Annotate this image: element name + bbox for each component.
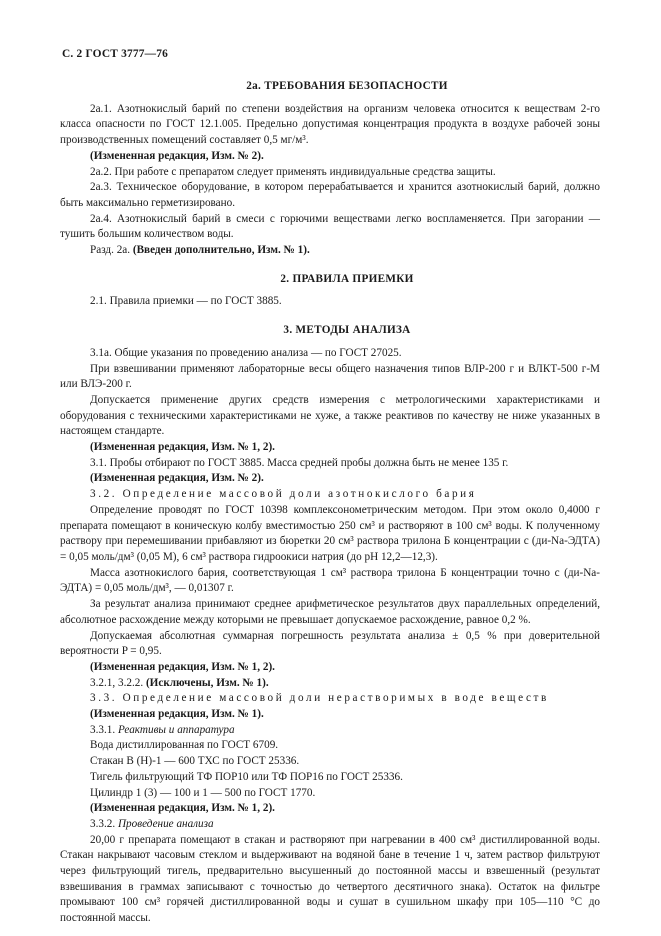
section-title-2: 2. ПРАВИЛА ПРИЕМКИ [280,272,414,285]
subsection-title-3-3: 3.3. Определение массовой доли нерастворимых в воде веществ [90,692,549,705]
amendment-note: (Измененная редакция, Изм. № 2). [90,472,264,485]
section-2a-note [60,243,600,259]
running-head: С. 2 ГОСТ 3777—76 [62,48,169,60]
paragraph-3-2-1 [60,676,600,692]
paragraph-mass: Масса азотнокислого бария, соответствующая 1 см³ раствора трилона Б концентрации точно с (ди-Na-ЭДТА) = 0,05 моль/дм³, — 0,01307 г. [60,566,600,595]
paragraph-2a2: 2а.2. При работе с препаратом следует применять индивидуальные средства защиты. [90,165,496,178]
subsection-title-3-3-1 [60,723,600,739]
paragraph-2-1: 2.1. Правила приемки — по ГОСТ 3885. [90,295,282,308]
subsection-title-3-3-2 [60,817,600,833]
page-content [60,75,600,927]
paragraph-3-3-2-body: 20,00 г препарата помещают в стакан и растворяют при нагревании в 400 см³ дистиллированной воды. Стакан накрывают часовым стеклом и выдерживают на водяной бане в течение 1 ч, затем раствор фильтруют через фильтрующий тигель, предварительно высушенный до постоянной массы и взвешенный (результат взвешивания в граммах записывают с точностью до четвертого десятичного знака). Остаток на фильтре промывают 100 см³ горячей дистиллированной воды и сушат в сушильном шкафу при 105—110 °С до постоянной массы. [60,833,600,925]
subsection-heading: Проведение анализа [117,817,214,830]
paragraph-2a1: 2а.1. Азотнокислый барий по степени воздействия на организм человека относится к веществам 2-го класса опасности по ГОСТ 12.1.005. Предельно допустимая концентрация продукта в воздухе рабочей зоны производственных помещений составляет 0,5 мг/м³. [60,102,600,147]
list-item: Вода дистиллированная по ГОСТ 6709. [90,739,279,752]
subsection-number: 3.3.2. [90,817,116,830]
amendment-note: (Измененная редакция, Изм. № 1). [90,708,264,721]
note-prefix: 3.2.1, 3.2.2. [90,676,144,689]
note-prefix: Разд. 2а. [90,244,131,257]
amendment-note: (Измененная редакция, Изм. № 2). [90,149,264,162]
list-item: Стакан В (Н)-1 — 600 ТХС по ГОСТ 25336. [90,755,300,768]
amendment-note: (Измененная редакция, Изм. № 1, 2). [90,441,275,454]
paragraph-2a3: 2а.3. Техническое оборудование, в котором перерабатывается и хранится азотнокислый барий, должно быть максимально герметизировано. [60,181,600,209]
amendment-note: (Измененная редакция, Изм. № 1, 2). [90,660,275,673]
list-item: Тигель фильтрующий ТФ ПОР10 или ТФ ПОР16 по ГОСТ 25336. [90,770,403,783]
paragraph-3-1a: 3.1а. Общие указания по проведению анализа — по ГОСТ 27025. [90,346,402,359]
paragraph-allowed: Допускается применение других средств измерения с метрологическими характеристиками и оборудования с техническими характеристиками не хуже, а также реактивов по качеству не ниже указанных в настоящем стандарте. [60,393,600,438]
amendment-note: (Исключены, Изм. № 1). [145,676,269,689]
subsection-number: 3.3.1. [90,723,116,736]
list-item: Цилиндр 1 (3) — 100 и 1 — 500 по ГОСТ 1770. [90,786,316,799]
paragraph-3-2-body: Определение проводят по ГОСТ 10398 комплексонометрическим методом. При этом около 0,4000 г препарата помещают в коническую колбу вместимостью 250 см³ и растворяют в 100 см³ воды. К полученному раствору при перемешивании прибавляют из бюретки 20 см³ раствора трилона Б концентрации с (ди-Na-ЭДТА) = 0,05 моль/дм³ (0,05 М), 6 см³ раствора гидроокиси натрия (до pH 12,2—12,3). [60,503,600,563]
paragraph-weighing: При взвешивании применяют лабораторные весы общего назначения типов ВЛР-200 г и ВЛКТ-500 г-М или ВЛЭ-200 г. [60,362,600,391]
subsection-title-3-2: 3.2. Определение массовой доли азотнокислого бария [90,488,477,501]
paragraph-error: Допускаемая абсолютная суммарная погрешность результата анализа ± 0,5 % при доверительной вероятности P = 0,95. [60,629,600,658]
subsection-heading: Реактивы и аппаратура [117,723,235,736]
paragraph-result: За результат анализа принимают среднее арифметическое результатов двух параллельных определений, абсолютное расхождение между которыми не превышает допускаемое расхождение, равное 0,2 %. [60,598,600,626]
paragraph-3-1: 3.1. Пробы отбирают по ГОСТ 3885. Масса средней пробы должна быть не менее 135 г. [90,456,509,469]
section-title-3: 3. МЕТОДЫ АНАЛИЗА [283,324,411,337]
amendment-note: (Введен дополнительно, Изм. № 1). [132,244,310,257]
paragraph-2a4: 2а.4. Азотнокислый барий в смеси с горючими веществами легко воспламеняется. При загорании — тушить большим количеством воды. [60,212,600,241]
section-title-2a: 2а. ТРЕБОВАНИЯ БЕЗОПАСНОСТИ [246,80,448,92]
amendment-note: (Измененная редакция, Изм. № 1, 2). [90,802,275,815]
